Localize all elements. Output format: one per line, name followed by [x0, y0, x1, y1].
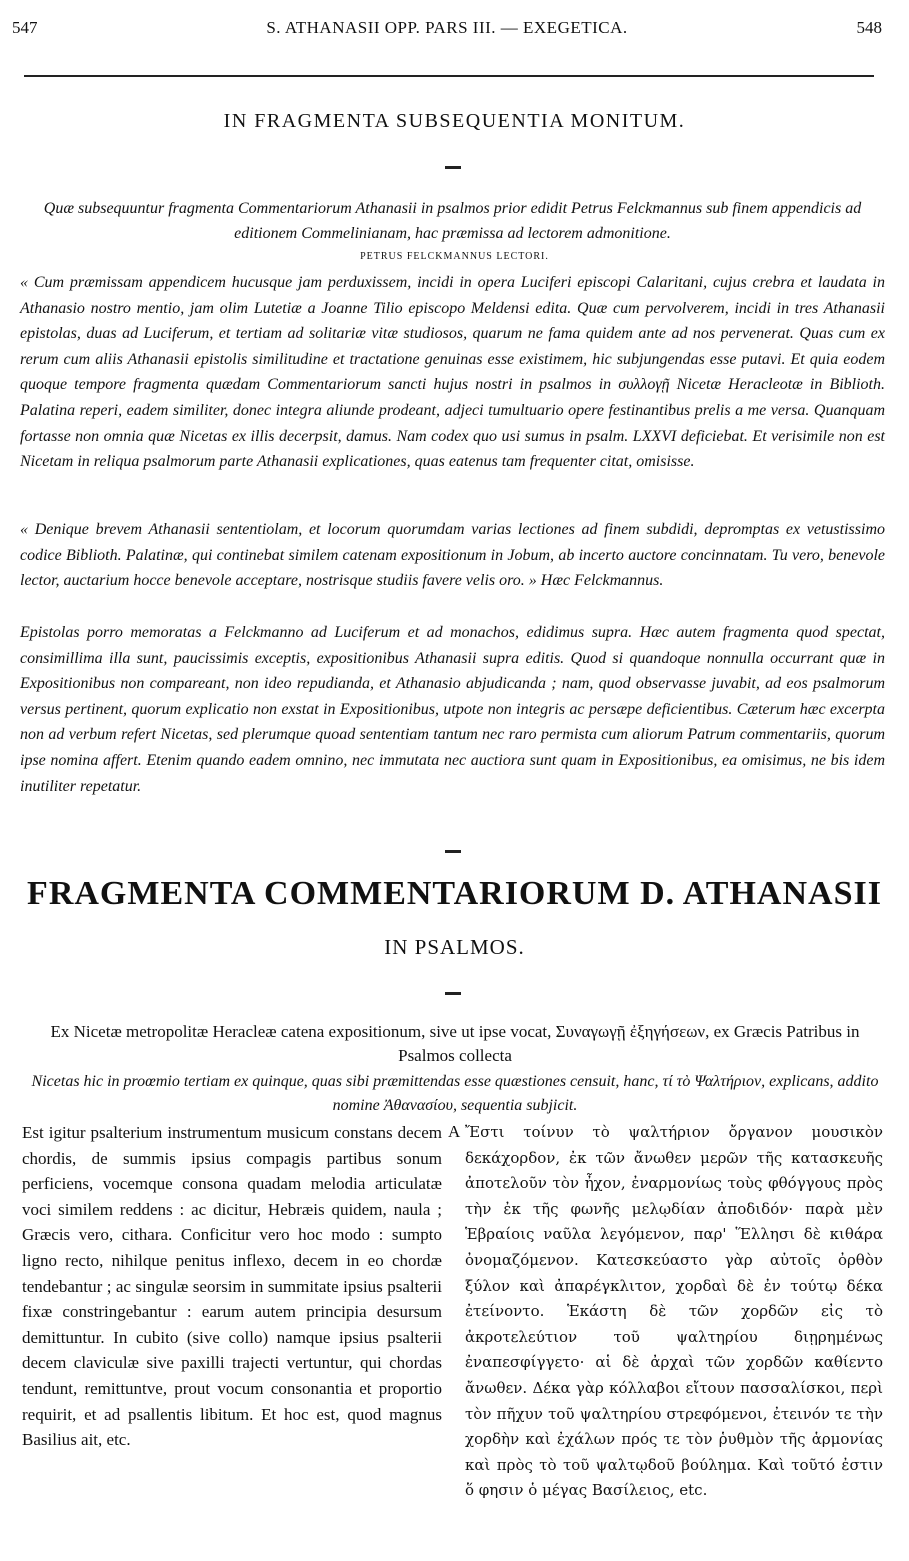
- page-number-left: 547: [12, 18, 38, 37]
- monitum-title: IN FRAGMENTA SUBSEQUENTIA MONITUM.: [223, 110, 686, 132]
- fragmenta-subtitle: IN PSALMOS.: [384, 935, 525, 959]
- byline: PETRUS FELCKMANNUS LECTORI.: [360, 251, 549, 262]
- column-marker: A: [448, 1122, 461, 1141]
- header-rule: [24, 75, 874, 77]
- page-number-right: 548: [856, 18, 882, 37]
- section-dash: [445, 992, 461, 995]
- latin-column: Est igitur psalterium instrumentum musicum constans decem chordis, de summis ipsius compagis partibus sonum perficiens, vocemque consona quadam melodia articulatæ voci similem reddens : ac dicitur, Hebræis quidem, naula ; Græcis vero, cithara. Conficitur vero hoc modo : sumpto ligno recto, nihilque penitus inflexo, decem in eo chordæ tendebantur ; ac singulæ seorsim in summitate ipsius psalterii fixæ constringebantur : earum autem principia desursum demittuntur. In cubito (sive collo) namque ipsius psalterii decem claviculæ sive paxilli trajecti vertuntur, qui chordas tendunt, remittuntve, prout vocum consonantia et proportio requirit, et ad psallentis libitum. Et hoc est, quod magnus Basilius ait, etc.: [22, 1123, 442, 1450]
- monitum-intro: Quæ subsequuntur fragmenta Commentariorum Athanasii in psalmos prior edidit Petrus Felckmannus sub finem appendicis ad editionem Commelinianam, hac præmissa ad lectorem admonitione.: [43, 200, 862, 242]
- section-dash: [445, 850, 461, 853]
- paragraph-2: « Denique brevem Athanasii sententiolam, et locorum quorumdam varias lectiones ad finem subdidi, depromptas ex vetustissimo codice Biblioth. Palatinæ, qui continebat similem catenam expositionum in Jobum, ab incerto auctore concinnatam. Tu vero, benevole lector, auctarium hocce benevole acceptare, nostrisque studiis favere velis oro. » Hæc Felckmannus.: [20, 521, 885, 590]
- greek-column: Ἔστι τοίνυν τὸ ψαλτήριον ὄργανον μουσικὸν δεκάχορδον, ἐκ τῶν ἄνωθεν μερῶν τῆς κατασκευῆς ἀποτελοῦν τὸν ἦχον, ἐναρμονίως τοὺς φθόγγους πρὸς τὴν ἐκ τῆς φωνῆς μελῳδίαν ἀποδιδόν· παρὰ μὲν Ἑβραίοις ναῦλα λεγόμενον, παρ' Ἕλλησι δὲ κιθάρα ὀνομαζόμενον. Κατεσκεύαστο γὰρ αὐτοῖς ὀρθὸν ξύλον καὶ ἀπαρέγκλιτον, χορδαὶ δὲ ἐν τούτῳ δέκα ἐτείνοντο. Ἑκάστη δὲ τῶν χορδῶν εἰς τὸ ἀκροτελεύτιον τοῦ ψαλτηρίου διῃρημένως ἐναπεσφίγγετο· αἱ δὲ ἀρχαὶ τῶν χορδῶν καθίεντο ἄνωθεν. Δέκα γὰρ κόλλαβοι εἴτουν πασσαλίσκοι, περὶ τὸν πῆχυν τοῦ ψαλτηρίου στρεφόμενοι, ἐτεινόν τε τὴν χορδὴν καὶ ἐχάλων πρός τε τὸν ῥυθμὸν τῆς ἁρμονίας καὶ πρὸς τὸ τοῦ ψαλτῳδοῦ βούλημα. Καὶ τοῦτό ἐστιν ὅ φησιν ὁ μέγας Βασίλειος, etc.: [465, 1123, 883, 1500]
- running-title: S. ATHANASII OPP. PARS III. — EXEGETICA.: [266, 18, 628, 37]
- source-line: Ex Nicetæ metropolitæ Heracleæ catena expositionum, sive ut ipse vocat, Συναγωγῇ ἐξηγήσεων, ex Græcis Patribus in Psalmos collecta: [50, 1022, 860, 1065]
- paragraph-3: Epistolas porro memoratas a Felckmanno ad Luciferum et ad monachos, edidimus supra. Hæc autem fragmenta quod spectat, consimillima illa sunt, paucissimis exceptis, expositionibus Athanasii supra editis. Quod si quandoque nonnulla occurrant quæ in Expositionibus non compareant, non ideo repudianda, et Athanasio abjudicanda ; nam, quod observasse juvabit, ad eos psalmorum versus pertinent, quorum explicatio non exstat in Expositionibus, utpote non integris ac persæpe deficientibus. Cæterum hæc excerpta non ad verbum refert Nicetas, sed plerumque quoad sententiam tantum nec raro permista cum aliorum Patrum commentariis, quorum ipse nomina affert. Etenim quando eadem omnino, nec immutata nec auctiora sunt quam in Expositionibus, ea omisimus, ne bis idem inutiliter repetatur.: [20, 624, 885, 795]
- paragraph-1: « Cum præmissam appendicem hucusque jam perduxissem, incidi in opera Luciferi episcopi Calaritani, cujus crebra et laudata in Athanasio nostro mentio, jam olim Lutetiæ a Joanne Tilio episcopo Meldensi edita. Quæ cum pervolverem, incidi in tres Athanasii epistolas, duas ad Luciferum, et tertiam ad solitariæ vitæ studiosos, quarum ne fama quidem ante ad nos pervenerat. Quas cum ex rerum cum aliis Athanasii epistolis similitudine et tractatione genuinas esse existimem, hic subjungendas esse putavi. Et quia eodem quoque tempore fragmenta quædam Commentariorum sancti hujus nostri in psalmos in συλλογῇ Nicetæ Heracleotæ in Biblioth. Palatina reperi, eadem similiter, donec integra aliunde prodeant, adjeci tumultuario opere festinantibus prelis a me versa. Quanquam fortasse non omnia quæ Nicetas ex illis decerpsit, damus. Nam codex quo usi sumus in psalm. LXXVI deficiebat. Et verisimile non est Nicetam in reliqua psalmorum parte Athanasii explicationes, quas eatenus tam frequenter citat, omisisse.: [20, 274, 885, 471]
- fragmenta-title: FRAGMENTA COMMENTARIORUM D. ATHANASII: [27, 875, 882, 912]
- editor-note: Nicetas hic in proœmio tertiam ex quinque, quas sibi præmittendas esse quæstiones censuit, hanc, τί τὸ Ψαλτήριον, explicans, addito nomine Ἀθανασίου, sequentia subjicit.: [31, 1073, 879, 1114]
- running-header: [12, 14, 882, 44]
- section-dash: [445, 166, 461, 169]
